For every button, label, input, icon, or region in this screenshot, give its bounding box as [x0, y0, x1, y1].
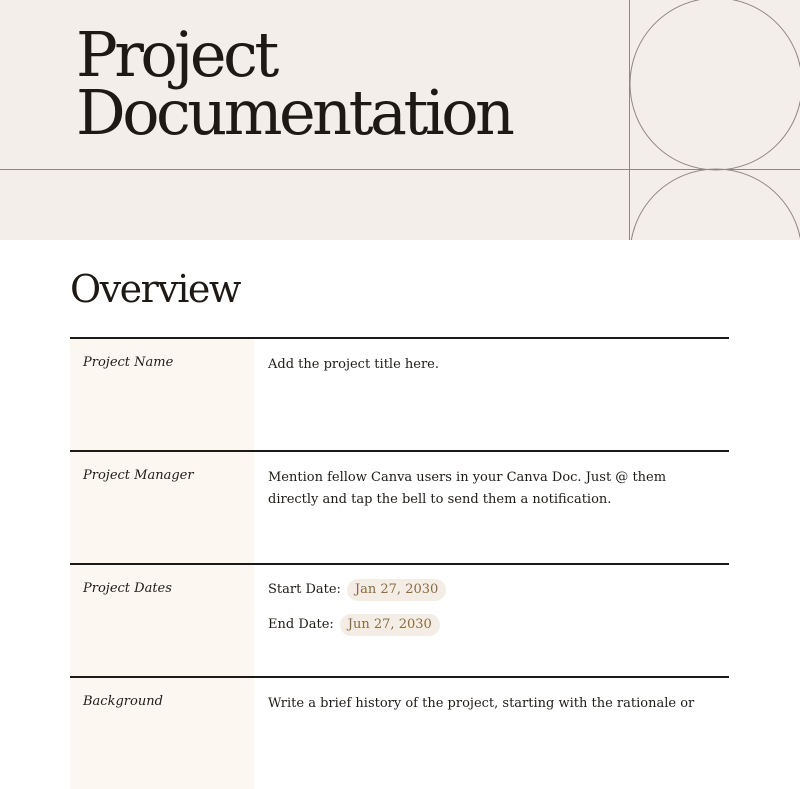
row-label: Project Name	[70, 339, 254, 450]
end-date-label: End Date:	[268, 617, 334, 632]
title-line-2: Documentation	[76, 76, 512, 149]
decorative-circle-bottom	[630, 169, 800, 240]
overview-table	[70, 337, 729, 789]
project-dates-value	[254, 565, 729, 676]
start-date-label: Start Date:	[268, 582, 341, 597]
overview-heading: Overview	[70, 267, 240, 311]
row-label: Project Dates	[70, 565, 254, 676]
table-row	[70, 563, 729, 676]
end-date-line	[268, 613, 729, 637]
header-banner	[0, 0, 800, 240]
project-manager-value[interactable]: Mention fellow Canva users in your Canva Doc. Just @ them directly and tap the bell to send them a notification.	[268, 470, 667, 507]
start-date-line	[268, 578, 729, 602]
table-row	[70, 676, 729, 789]
table-row	[70, 337, 729, 450]
decorative-circle-top	[630, 0, 800, 170]
background-value[interactable]: Write a brief history of the project, starting with the rationale or	[268, 696, 695, 711]
end-date-chip[interactable]: Jun 27, 2030	[340, 614, 440, 636]
table-row	[70, 450, 729, 563]
project-name-value[interactable]: Add the project title here.	[268, 357, 440, 372]
row-label: Background	[70, 678, 254, 789]
start-date-chip[interactable]: Jan 27, 2030	[347, 579, 446, 601]
row-label: Project Manager	[70, 452, 254, 563]
page-title	[76, 18, 512, 149]
title-line-1: Project	[76, 18, 276, 91]
